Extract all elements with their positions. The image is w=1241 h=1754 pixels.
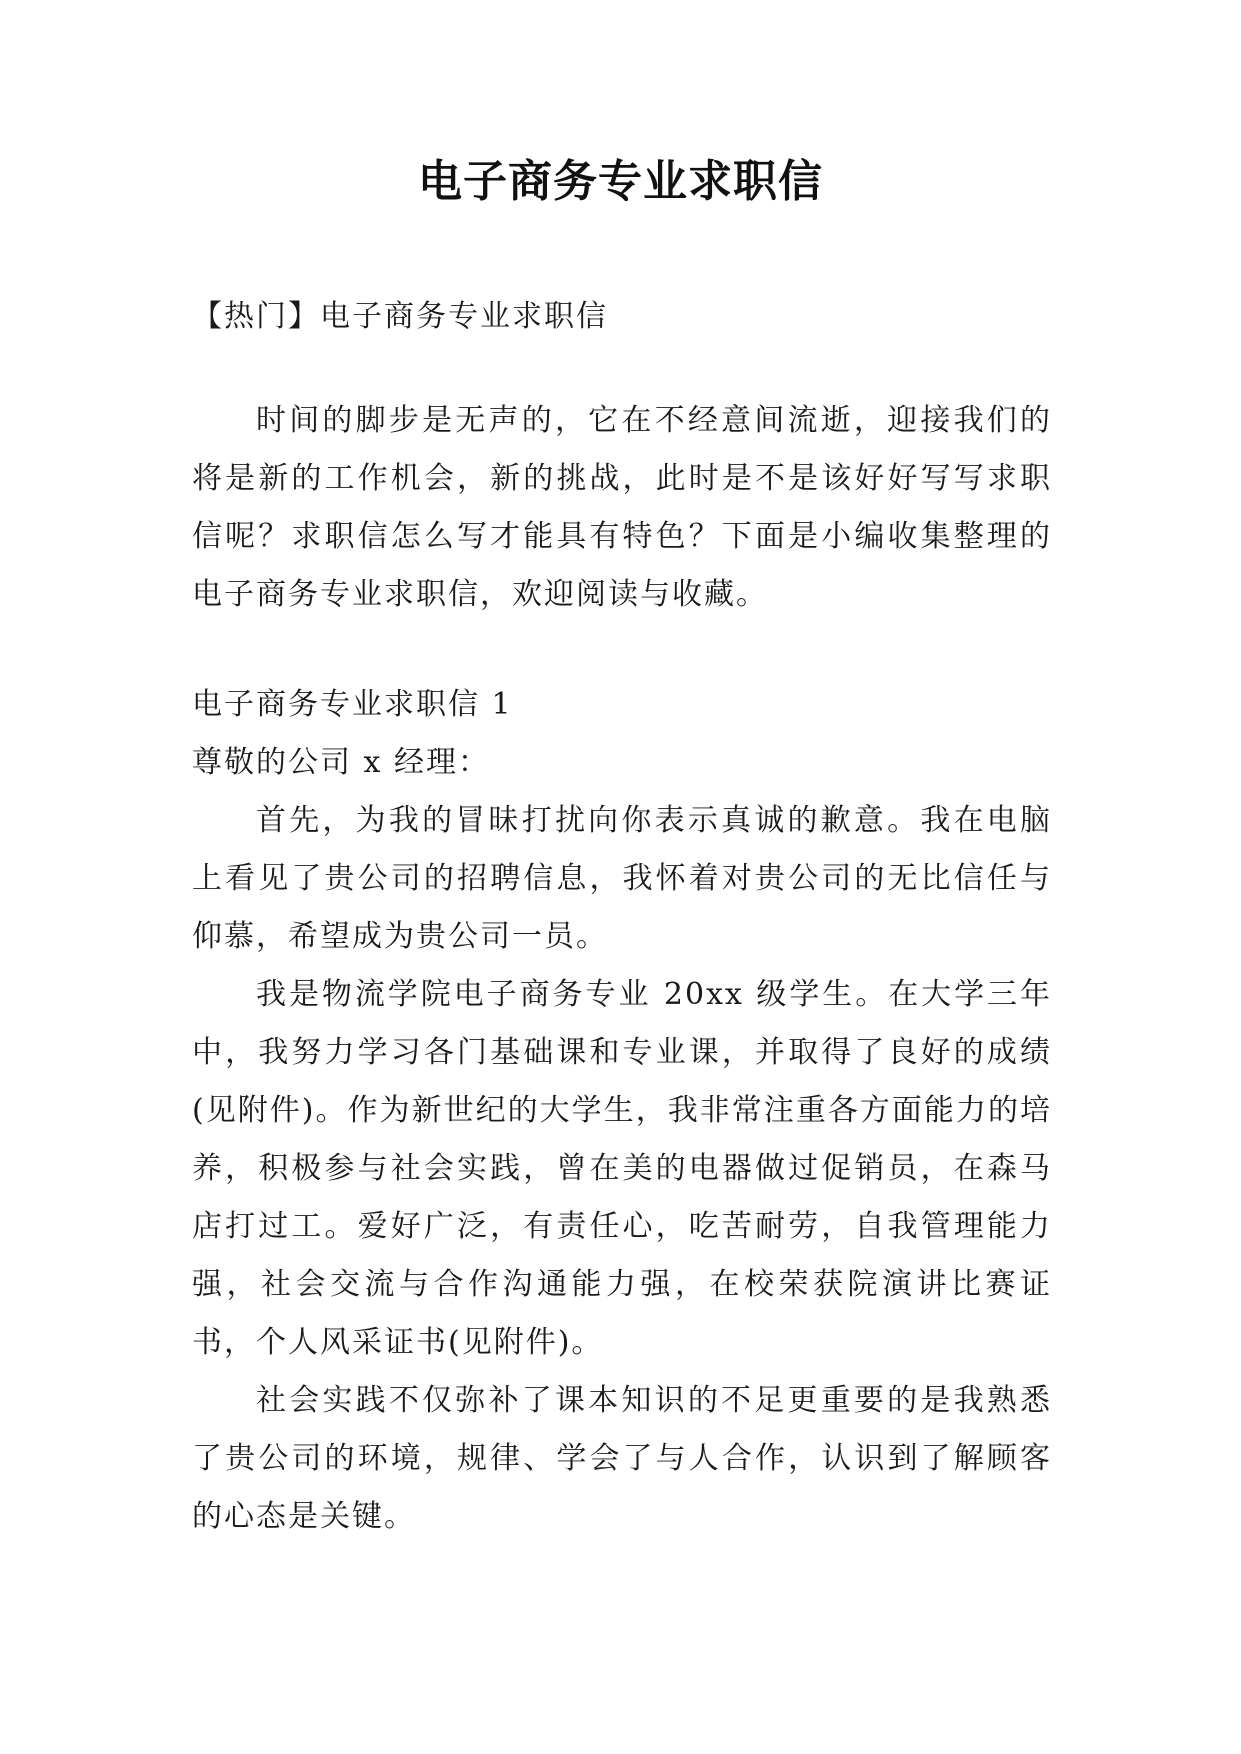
- letter-heading: 电子商务专业求职信 1: [192, 687, 513, 722]
- intro-paragraph: 时间的脚步是无声的，它在不经意间流逝，迎接我们的将是新的工作机会，新的挑战，此时是不是该好好写写求职信呢？求职信怎么写才能具有特色？下面是小编收集整理的电子商务专业求职信，欢迎阅读与收藏。: [192, 403, 1052, 612]
- body-paragraph: 我是物流学院电子商务专业 20xx 级学生。在大学三年中，我努力学习各门基础课和专业课，并取得了良好的成绩(见附件)。作为新世纪的大学生，我非常注重各方面能力的培养，积极参与社会实践，曾在美的电器做过促销员，在森马店打过工。爱好广泛，有责任心，吃苦耐劳，自我管理能力强，社会交流与合作沟通能力强，在校荣获院演讲比赛证书，个人风采证书(见附件)。: [192, 977, 1052, 1360]
- document-title: 电子商务专业求职信: [418, 156, 823, 207]
- body-paragraph: 社会实践不仅弥补了课本知识的不足更重要的是我熟悉了贵公司的环境，规律、学会了与人合作，认识到了解顾客的心态是关键。: [192, 1383, 1052, 1534]
- document-body: [192, 288, 1052, 1546]
- body-paragraph: 首先，为我的冒昧打扰向你表示真诚的歉意。我在电脑上看见了贵公司的招聘信息，我怀着对贵公司的无比信任与仰慕，希望成为贵公司一员。: [192, 803, 1052, 954]
- tag-line: 【热门】电子商务专业求职信: [192, 299, 608, 334]
- salutation: 尊敬的公司 x 经理：: [192, 745, 490, 780]
